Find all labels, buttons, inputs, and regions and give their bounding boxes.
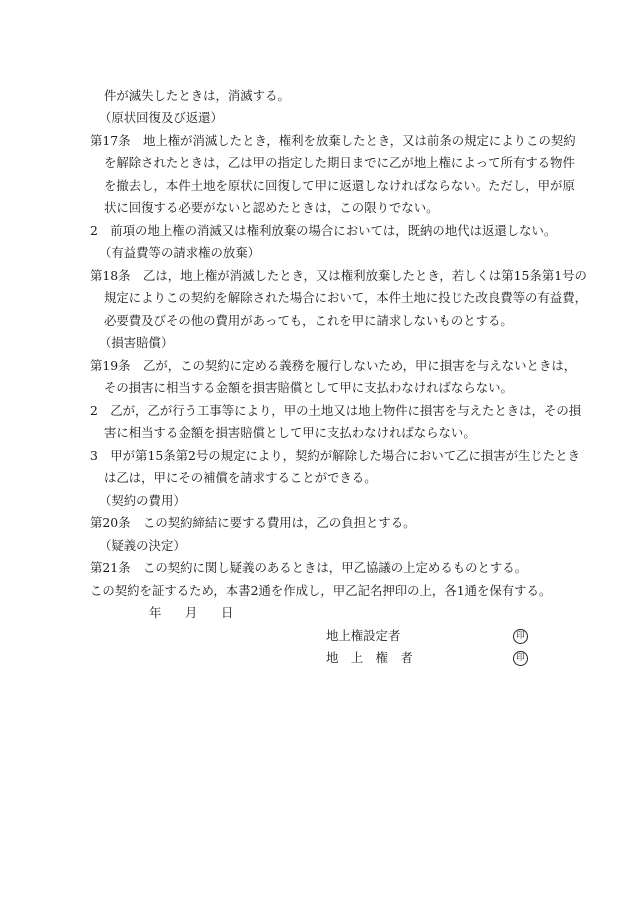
signature-label-grantor: 地上権設定者 [326,628,401,643]
article-17-paragraph-2: 2 前項の地上権の消滅又は権利放棄の場合においては，既納の地代は返還しない。 [90,223,557,238]
article-19-paragraph-2: 2 乙が，乙が行う工事等により，甲の土地又は地上物件に損害を与えたときは，その損 [90,403,582,418]
article-19-paragraph-2: 害に相当する金額を損害賠償として甲に支払わなければならない。 [104,425,476,440]
article-17-line: 状に回復する必要がないと認めたときは，この限りでない。 [104,200,439,215]
article-17-line: 第17条 地上権が消滅したとき，権利を放棄したとき，又は前条の規定によりこの契約 [90,133,576,148]
article-19-line: 第19条 乙が，この契約に定める義務を履行しないため，甲に損害を与えないときは， [90,358,577,373]
date-day: 日 [221,605,234,620]
section-heading: （原状回復及び返還） [99,110,223,125]
section-heading: （損害賠償） [99,335,174,350]
article-19-paragraph-3: は乙は，甲にその補償を請求することができる。 [104,470,377,485]
article-19-line: その損害に相当する金額を損害賠償として甲に支払わなければならない。 [104,380,513,395]
article-18-line: 第18条 乙は，地上権が消滅したとき，又は権利放棄したとき，若しくは第15条第1号の [90,268,587,283]
closing-statement: この契約を証するため，本書2通を作成し，甲乙記名押印の上，各1通を保有する。 [90,583,552,598]
article-19-paragraph-3: 3 甲が第15条第2号の規定により，契約が解除した場合において乙に損害が生じたとき [90,448,580,463]
article-18-line: 規定によりこの契約を解除された場合において，本件土地に投じた改良費等の有益費， [104,290,587,305]
article-20-line: 第20条 この契約締結に要する費用は，乙の負担とする。 [90,515,416,530]
article-18-line: 必要費及びその他の費用があっても，これを甲に請求しないものとする。 [104,313,513,328]
article-17-line: を撤去し，本件土地を原状に回復して甲に返還しなければならない。ただし，甲が原 [104,178,575,193]
section-heading: （有益費等の請求権の放棄） [99,245,261,260]
article-21-line: 第21条 この契約に関し疑義のあるときは，甲乙協議の上定めるものとする。 [90,560,528,575]
article-17-line: を解除されたときは，乙は甲の指定した期日までに乙が地上権によって所有する物件 [104,155,575,170]
text-line: 件が滅失したときは，消滅する。 [104,88,290,103]
date-month: 月 [185,605,198,620]
date-year: 年 [149,605,162,620]
signature-label-superficiary: 地 上 権 者 [326,650,413,665]
seal-icon: 印 [513,629,528,644]
section-heading: （契約の費用） [99,493,186,508]
section-heading: （疑義の決定） [99,538,186,553]
seal-icon: 印 [513,651,528,666]
